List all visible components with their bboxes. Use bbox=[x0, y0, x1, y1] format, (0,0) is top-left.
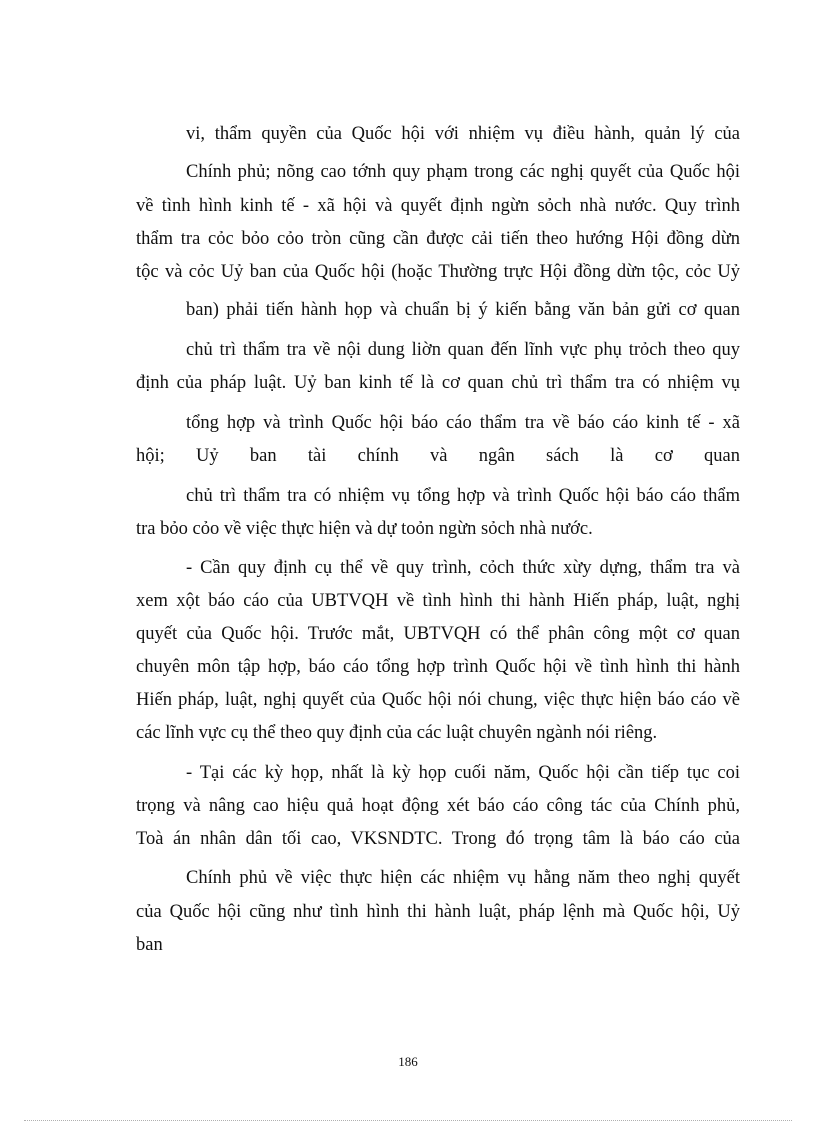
text-line: Chính phủ về việc thực hiện các nhiệm vụ hằng năm theo nghị quyết bbox=[186, 868, 740, 888]
text-line: hội; Uỷ ban tài chính và ngân sách là cơ quan bbox=[136, 446, 740, 466]
text-line: chủ trì thẩm tra có nhiệm vụ tổng hợp và trình Quốc hội báo cáo thẩm bbox=[186, 486, 740, 506]
text-line: Toà án nhân dân tối cao, VKSNDTC. Trong đó trọng tâm là báo cáo của bbox=[136, 829, 740, 849]
text-line: quyết của Quốc hội. Trước mắt, UBTVQH có thể phân công một cơ quan bbox=[136, 624, 740, 644]
text-line: tổng hợp và trình Quốc hội báo cáo thẩm tra về báo cáo kinh tế - xã bbox=[186, 413, 740, 433]
text-line: vi, thẩm quyền của Quốc hội với nhiệm vụ điều hành, quản lý của bbox=[186, 124, 740, 144]
text-line: - Cần quy định cụ thể về quy trình, cỏch thức xừy dựng, thẩm tra và bbox=[186, 558, 740, 578]
text-line: - Tại các kỳ họp, nhất là kỳ họp cuối năm, Quốc hội cần tiếp tục coi bbox=[186, 763, 740, 783]
text-line: thẩm tra cỏc bỏo cỏo tròn cũng cần được cải tiến theo hướng Hội đồng dừn bbox=[136, 229, 740, 249]
text-line: định của pháp luật. Uỷ ban kinh tế là cơ quan chủ trì thẩm tra có nhiệm vụ bbox=[136, 373, 740, 393]
text-line: Chính phủ; nõng cao tớnh quy phạm trong các nghị quyết của Quốc hội bbox=[186, 162, 740, 182]
text-line: tra bỏo cỏo về việc thực hiện và dự toỏn ngừn sỏch nhà nước. bbox=[136, 519, 593, 539]
text-line: chủ trì thẩm tra về nội dung liờn quan đến lĩnh vực phụ trỏch theo quy bbox=[186, 340, 740, 360]
text-line: Hiến pháp, luật, nghị quyết của Quốc hội nói chung, việc thực hiện báo cáo về bbox=[136, 690, 740, 710]
text-line: ban bbox=[136, 935, 163, 955]
text-line: tộc và cỏc Uỷ ban của Quốc hội (hoặc Thường trực Hội đồng dừn tộc, cỏc Uỷ bbox=[136, 262, 740, 282]
text-line: trọng và nâng cao hiệu quả hoạt động xét báo cáo công tác của Chính phủ, bbox=[136, 796, 740, 816]
text-line: về tình hình kinh tế - xã hội và quyết định ngừn sỏch nhà nước. Quy trình bbox=[136, 196, 740, 216]
text-line: các lĩnh vực cụ thể theo quy định của các luật chuyên ngành nói riêng. bbox=[136, 723, 658, 743]
text-line: của Quốc hội cũng như tình hình thi hành luật, pháp lệnh mà Quốc hội, Uỷ bbox=[136, 902, 740, 922]
footer-divider bbox=[24, 1120, 792, 1121]
page-number: 186 bbox=[398, 1054, 418, 1069]
text-line: xem xột báo cáo của UBTVQH về tình hình thi hành Hiến pháp, luật, nghị bbox=[136, 591, 740, 611]
text-line: chuyên môn tập hợp, báo cáo tổng hợp trình Quốc hội về tình hình thi hành bbox=[136, 657, 740, 677]
text-line: ban) phải tiến hành họp và chuẩn bị ý kiến bằng văn bản gửi cơ quan bbox=[186, 300, 740, 320]
